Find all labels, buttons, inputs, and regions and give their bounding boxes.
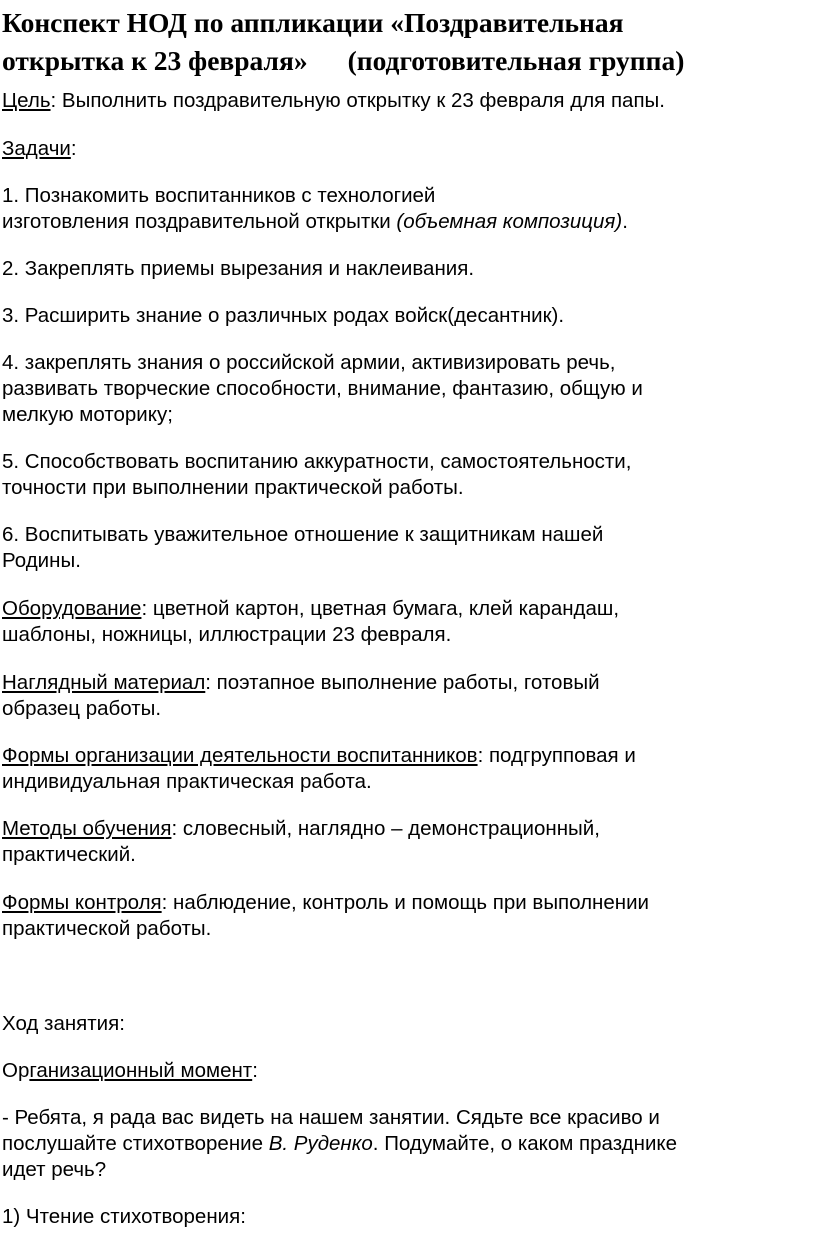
methods-label: Методы обучения	[2, 817, 172, 840]
control-paragraph	[2, 890, 814, 942]
methods-line-1: : словесный, наглядно – демонстрационный,	[171, 817, 600, 840]
visual-material-line-1: : поэтапное выполнение работы, готовый	[205, 671, 600, 694]
goal-label: Цель	[2, 89, 51, 112]
org-forms-line-1: : подгрупповая и	[477, 744, 636, 767]
methods-line-2: практический.	[2, 843, 136, 866]
org-forms-paragraph	[2, 743, 814, 795]
org-moment-colon: :	[252, 1059, 258, 1082]
org-forms-line-2: индивидуальная практическая работа.	[2, 770, 372, 793]
task-4	[2, 350, 814, 428]
task-3: 3. Расширить знание о различных родах войск(десантник).	[2, 304, 565, 327]
goal-paragraph	[2, 88, 814, 114]
task-2: 2. Закреплять приемы вырезания и наклеивания.	[2, 257, 475, 280]
document-title	[2, 4, 814, 80]
intro-line-2a: послушайте стихотворение	[2, 1132, 269, 1155]
task-1	[2, 183, 814, 235]
visual-material-label: Наглядный материал	[2, 671, 206, 694]
org-moment-label: ганизационный момент	[29, 1059, 253, 1082]
methods-paragraph	[2, 816, 814, 868]
intro-line-2b: . Подумайте, о каком празднике	[372, 1132, 678, 1155]
task-4-line-1: 4. закреплять знания о российской армии, активизировать речь,	[2, 351, 616, 374]
intro-line-3: идет речь?	[2, 1158, 107, 1181]
tasks-colon: :	[70, 137, 77, 160]
task-6-line-1: 6. Воспитывать уважительное отношение к защитникам нашей	[2, 523, 604, 546]
task-5-line-1: 5. Способствовать воспитанию аккуратности, самостоятельности,	[2, 450, 632, 473]
poet-name: В. Руденко	[268, 1132, 373, 1155]
task-6	[2, 522, 814, 574]
task-4-line-2: развивать творческие способности, внимание, фантазию, общую и	[2, 377, 643, 400]
org-moment-heading	[2, 1058, 814, 1084]
task-5-line-2: точности при выполнении практической работы.	[2, 476, 464, 499]
tasks-heading	[2, 136, 814, 162]
visual-material-line-2: образец работы.	[2, 697, 162, 720]
org-forms-label: Формы организации деятельности воспитанников	[2, 744, 478, 767]
title-line-2a: открытка к 23 февраля»	[2, 45, 308, 76]
course-heading: Ход занятия:	[2, 1012, 125, 1035]
title-group: (подготовительная группа)	[347, 45, 685, 76]
title-line-1: Конспект НОД по аппликации «Поздравительная	[2, 7, 624, 38]
control-line-1: : наблюдение, контроль и помощь при выполнении	[161, 891, 650, 914]
task-1-line-1: 1. Познакомить воспитанников с технологией	[2, 184, 436, 207]
visual-material-paragraph	[2, 670, 814, 722]
intro-line-1: - Ребята, я рада вас видеть на нашем занятии. Сядьте все красиво и	[2, 1106, 660, 1129]
task-5	[2, 449, 814, 501]
task-1-italic: (объемная композиция)	[396, 210, 623, 233]
equipment-label: Оборудование	[2, 597, 142, 620]
equipment-line-2: шаблоны, ножницы, иллюстрации 23 февраля.	[2, 623, 452, 646]
control-label: Формы контроля	[2, 891, 162, 914]
goal-text: : Выполнить поздравительную открытку к 23 февраля для папы.	[50, 89, 665, 112]
intro-paragraph	[2, 1105, 814, 1183]
org-moment-prefix: Ор	[2, 1059, 30, 1082]
equipment-paragraph	[2, 596, 814, 648]
task-1-line-2: изготовления поздравительной открытки	[2, 210, 397, 233]
equipment-line-1: : цветной картон, цветная бумага, клей карандаш,	[141, 597, 620, 620]
task-1-end: .	[622, 210, 628, 233]
tasks-label: Задачи	[2, 137, 71, 160]
task-4-line-3: мелкую моторику;	[2, 403, 173, 426]
task-6-line-2: Родины.	[2, 549, 81, 572]
reading-heading: 1) Чтение стихотворения:	[2, 1205, 246, 1228]
control-line-2: практической работы.	[2, 917, 212, 940]
